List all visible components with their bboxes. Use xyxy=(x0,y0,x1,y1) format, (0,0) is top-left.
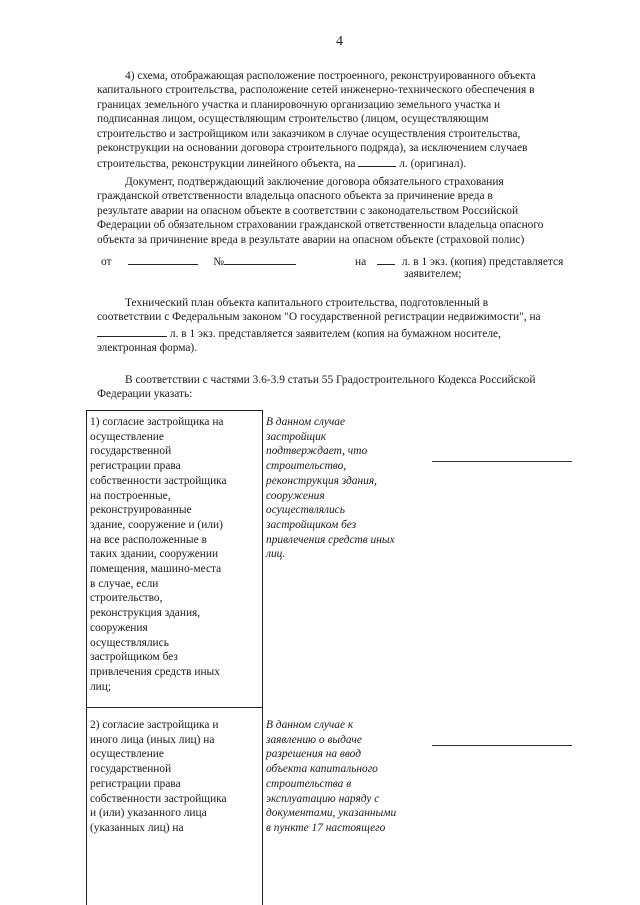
cell-line: регистрации права xyxy=(90,777,181,790)
cell-line: застройщиком без xyxy=(90,651,178,664)
item4-last-suffix: л. (оригинал). xyxy=(399,158,467,171)
cell-line: в случае, если xyxy=(90,577,159,590)
article-line: В соответствии с частями 3.6-3.9 статьи 55 Градостроительного Кодекса Российской xyxy=(125,374,536,386)
cell-line: объекта капитального xyxy=(266,763,378,776)
cell-line: реконструкция здания, xyxy=(266,474,377,487)
cell-line: строительства в xyxy=(266,777,352,790)
tech-plan-line: электронная форма). xyxy=(97,342,198,355)
insurance-line: объекта за причинение вреда в результате аварии на опасном объекте (страховой полис) xyxy=(97,233,525,246)
sheets-text: л. в 1 экз. (копия) представляется xyxy=(401,256,564,268)
cell-line: лиц. xyxy=(266,548,286,561)
number-label: № xyxy=(213,256,225,268)
item4-line: подписанная лицом, осуществляющим строительство (лицом, осуществляющим xyxy=(97,113,489,126)
cell-line: таких здании, сооружении xyxy=(90,548,219,561)
signature-line[interactable] xyxy=(432,461,572,462)
cell-line: осуществление xyxy=(90,748,164,761)
item4-line: реконструкции на основании договора строительного подряда), за исключением случаев xyxy=(97,142,528,155)
table-row1-middle xyxy=(266,415,426,562)
tech-plan-line: соответствии с Федеральным законом "О государственной регистрации недвижимости", на xyxy=(97,311,541,324)
cell-line: на построенные, xyxy=(90,489,171,502)
item4-last-prefix: строительства, реконструкции линейного объекта, на xyxy=(97,158,356,171)
date-blank xyxy=(128,253,198,265)
cell-line: В данном случае xyxy=(266,416,346,428)
sheets-blank xyxy=(377,253,395,265)
cell-line: реконструкция здания, xyxy=(90,607,201,620)
cell-line: строительство, xyxy=(90,592,163,605)
sheets-blank xyxy=(97,325,167,337)
cell-line: (указанных лиц) на xyxy=(90,821,184,834)
insurance-line: Федерации об обязательном страховании гражданской ответственности владельца опасного xyxy=(97,219,544,232)
table-row-divider xyxy=(86,707,262,708)
cell-line: 1) согласие застройщика на xyxy=(90,416,224,428)
cell-line: собственности застройщика xyxy=(90,792,227,805)
cell-line: регистрации права xyxy=(90,460,181,473)
table-column-divider xyxy=(262,410,263,905)
on-label: на xyxy=(354,256,367,268)
number-blank xyxy=(224,253,296,265)
cell-line: иного лица (иных лиц) на xyxy=(90,733,215,746)
cell-line: сооружения xyxy=(266,489,325,502)
cell-line: лиц; xyxy=(90,680,112,693)
cell-line: реконструированные xyxy=(90,504,192,517)
cell-line: 2) согласие застройщика и xyxy=(90,719,219,731)
sheets-blank xyxy=(358,155,396,167)
signature-line[interactable] xyxy=(432,745,572,746)
cell-line: подтверждает, что xyxy=(266,445,368,458)
insurance-fill-line xyxy=(101,253,601,269)
table-row1-left xyxy=(90,415,260,694)
cell-line: в пункте 17 настоящего xyxy=(266,821,386,834)
cell-line: сооружения xyxy=(90,621,148,634)
tech-plan-paragraph xyxy=(97,296,597,356)
table-row2-middle xyxy=(266,718,426,836)
article-paragraph xyxy=(97,373,597,402)
insurance-line: Документ, подтверждающий заключение договора обязательного страхования xyxy=(125,176,504,188)
cell-line: помещения, машино-места xyxy=(90,563,222,576)
cell-line: здание, сооружение и (или) xyxy=(90,518,223,531)
cell-line: и (или) указанного лица xyxy=(90,807,207,820)
item4-line: границах земельного участка и планировочную организацию земельного участка и xyxy=(97,98,501,111)
table-row2-left xyxy=(90,718,260,836)
cell-line: собственности застройщика xyxy=(90,474,227,487)
item4-line: капитального строительства, расположение сетей инженерно-технического обеспечения в xyxy=(97,84,535,97)
cell-line: государственной xyxy=(90,445,172,458)
item4-last-line xyxy=(97,155,597,171)
insurance-paragraph xyxy=(97,175,597,247)
page-number: 4 xyxy=(336,34,343,49)
cell-line: В данном случае к xyxy=(266,719,354,731)
cell-line: на все расположенные в xyxy=(90,533,207,546)
tech-plan-line3-suffix: л. в 1 экз. представляется заявителем (копия на бумажном носителе, xyxy=(169,327,501,340)
insurance-line: гражданской ответственности владельца опасного объекта за причинение вреда в xyxy=(97,190,493,203)
cell-line: документами, указанными xyxy=(266,807,397,820)
cell-line: заявлению о выдаче xyxy=(266,733,362,746)
cell-line: строительство, xyxy=(266,460,347,473)
item4-line: строительство и застройщиком или заказчиком в случае осуществления строительства, xyxy=(97,127,521,140)
tech-plan-line3 xyxy=(97,325,597,341)
cell-line: осуществление xyxy=(90,430,164,443)
cell-line: осуществлялись xyxy=(266,504,345,517)
cell-line: осуществлялись xyxy=(90,636,169,649)
from-label: от xyxy=(101,256,112,268)
cell-line: государственной xyxy=(90,763,172,776)
table-left-border xyxy=(86,410,87,905)
article-line: Федерации указать: xyxy=(97,388,193,401)
by-applicant: заявителем; xyxy=(404,268,462,280)
insurance-line: результате аварии на опасном объекте в соответствии с законодательством Российской xyxy=(97,204,519,217)
table-top-border xyxy=(86,410,262,411)
cell-line: разрешения на ввод xyxy=(266,748,361,761)
item4-paragraph xyxy=(97,69,597,172)
cell-line: застройщик xyxy=(266,430,327,443)
cell-line: привлечения средств иных xyxy=(266,533,395,546)
cell-line: привлечения средств иных xyxy=(90,665,220,678)
tech-plan-line: Технический план объекта капитального строительства, подготовленный в xyxy=(125,297,489,309)
item4-line: 4) схема, отображающая расположение построенного, реконструированного объекта xyxy=(125,70,536,82)
cell-line: застройщиком без xyxy=(266,518,357,531)
cell-line: эксплуатацию наряду с xyxy=(266,792,380,805)
